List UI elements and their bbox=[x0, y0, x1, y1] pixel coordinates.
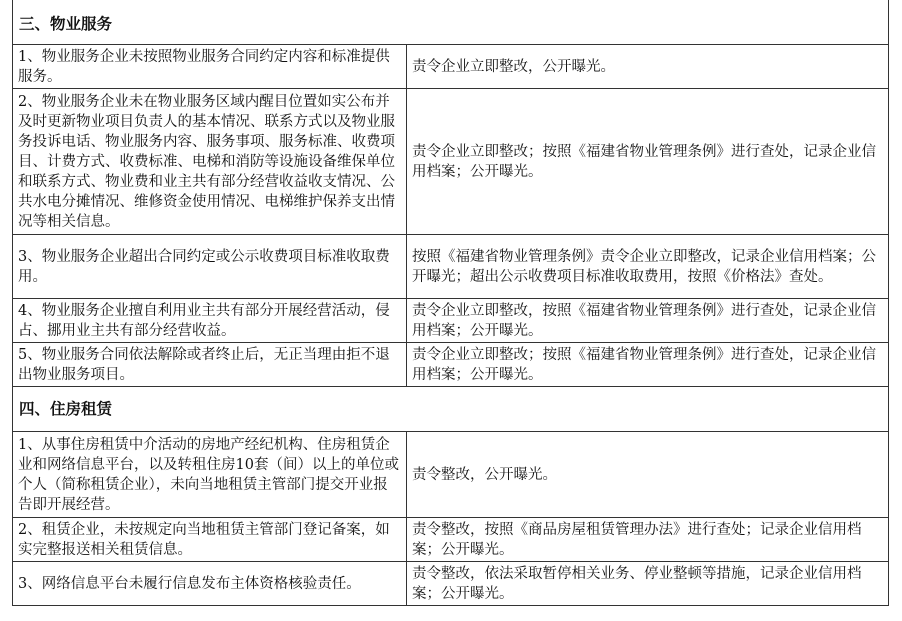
issue-cell: 3、网络信息平台未履行信息发布主体资格核验责任。 bbox=[13, 562, 407, 606]
issue-cell: 2、物业服务企业未在物业服务区域内醒目位置如实公布并及时更新物业项目负责人的基本情况、联系方式以及物业服务投诉电话、物业服务内容、服务事项、服务标准、收费项目、计费方式、收费标准、电梯和消防等设施设备维保单位和联系方式、物业费和业主共有部分经营收益收支情况、公共水电分摊情况、维修资金使用情况、电梯维护保养支出情况等相关信息。 bbox=[13, 89, 407, 235]
issue-cell: 3、物业服务企业超出合同约定或公示收费项目标准收取费用。 bbox=[13, 235, 407, 299]
measure-cell: 责令企业立即整改；按照《福建省物业管理条例》进行查处，记录企业信用档案；公开曝光。 bbox=[407, 343, 889, 387]
measure-cell: 责令整改，按照《商品房屋租赁管理办法》进行查处；记录企业信用档案；公开曝光。 bbox=[407, 518, 889, 562]
issue-cell: 4、物业服务企业擅自利用业主共有部分开展经营活动，侵占、挪用业主共有部分经营收益。 bbox=[13, 299, 407, 343]
measure-cell: 责令企业立即整改，公开曝光。 bbox=[407, 45, 889, 89]
measure-cell: 按照《福建省物业管理条例》责令企业立即整改，记录企业信用档案；公开曝光；超出公示收费项目标准收取费用，按照《价格法》查处。 bbox=[407, 235, 889, 299]
issue-cell: 1、物业服务企业未按照物业服务合同约定内容和标准提供服务。 bbox=[13, 45, 407, 89]
measure-cell: 责令企业立即整改；按照《福建省物业管理条例》进行查处，记录企业信用档案；公开曝光。 bbox=[407, 89, 889, 235]
measure-cell: 责令整改，公开曝光。 bbox=[407, 432, 889, 518]
section-header-row bbox=[13, 387, 889, 432]
section-title-housing-rental: 四、住房租赁 bbox=[13, 387, 889, 432]
issue-cell: 2、租赁企业，未按规定向当地租赁主管部门登记备案，如实完整报送相关租赁信息。 bbox=[13, 518, 407, 562]
table-row bbox=[13, 45, 889, 89]
measure-cell: 责令整改，依法采取暂停相关业务、停业整顿等措施，记录企业信用档案；公开曝光。 bbox=[407, 562, 889, 606]
issue-cell: 1、从事住房租赁中介活动的房地产经纪机构、住房租赁企业和网络信息平台，以及转租住房10套（间）以上的单位或个人（简称租赁企业），未向当地租赁主管部门提交开业报告即开展经营。 bbox=[13, 432, 407, 518]
section-title-property-service: 三、物业服务 bbox=[13, 0, 889, 45]
document-page bbox=[12, 0, 888, 606]
table-row bbox=[13, 432, 889, 518]
regulation-table bbox=[12, 0, 889, 606]
measure-cell: 责令企业立即整改，按照《福建省物业管理条例》进行查处，记录企业信用档案；公开曝光。 bbox=[407, 299, 889, 343]
section-header-row bbox=[13, 0, 889, 45]
table-row bbox=[13, 299, 889, 343]
table-row bbox=[13, 562, 889, 606]
issue-cell: 5、物业服务合同依法解除或者终止后，无正当理由拒不退出物业服务项目。 bbox=[13, 343, 407, 387]
table-row bbox=[13, 343, 889, 387]
table-row bbox=[13, 518, 889, 562]
table-row bbox=[13, 89, 889, 235]
table-row bbox=[13, 235, 889, 299]
